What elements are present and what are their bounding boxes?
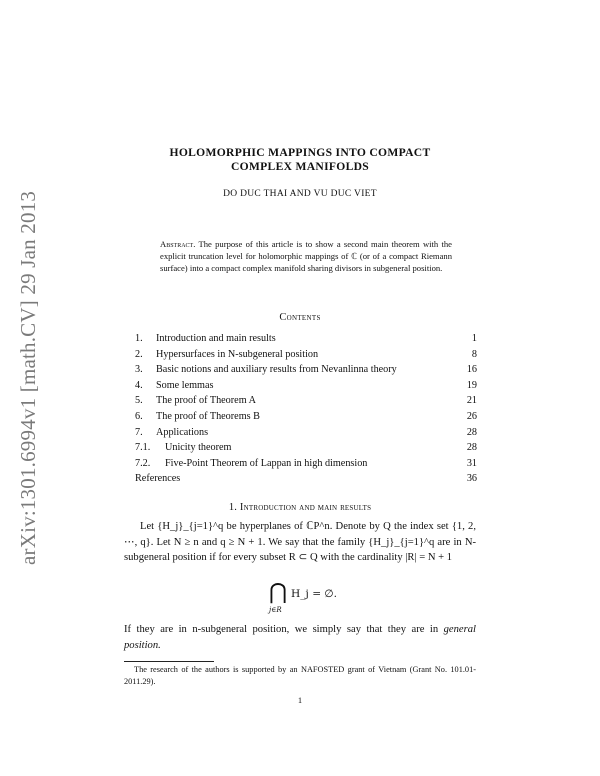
toc-entry-title: Five-Point Theorem of Lappan in high dimension (165, 457, 368, 469)
toc-entry-references[interactable] (135, 471, 477, 487)
paper-authors: DO DUC THAI AND VU DUC VIET (223, 189, 377, 199)
page-number: 1 (297, 695, 303, 705)
intersection-expression: H_j = ∅. (291, 588, 338, 600)
toc-entry-title: Introduction and main results (156, 333, 276, 344)
toc-entry-number: 6. (135, 410, 143, 422)
toc-entry-title: The proof of Theorems B (156, 410, 260, 422)
toc-entry-page: 19 (466, 379, 477, 391)
general-position-term: general position. (124, 624, 476, 651)
toc-entry-4[interactable] (135, 378, 477, 394)
abstract (160, 238, 452, 275)
toc-entry-3[interactable] (135, 362, 477, 378)
paragraph-hyperplanes-definition: Let {H_j}_{j=1}^q be hyperplanes of ℂP^n. Denote by Q the index set {1, 2, ⋯, q}. Let N ≥ n and q ≥ N + 1. We say that the family {H_j}_{j=1}^q are in N-subgeneral position if for every subset R ⊂ Q with the cardinality |R| = N + 1 (124, 521, 476, 564)
toc-entry-number: 7. (135, 426, 143, 438)
toc-entry-page: 1 (471, 333, 477, 344)
funding-footnote: The research of the authors is supported by an NAFOSTED grant of Vietnam (Grant No. 101.01-2011.29). (124, 665, 476, 686)
toc-entry-page: 16 (466, 364, 477, 376)
toc-entry-2[interactable] (135, 347, 477, 363)
footnote-rule (124, 661, 214, 662)
title-line-2: COMPLEX MANIFOLDS (230, 160, 370, 173)
paper-title (130, 146, 470, 174)
toc-entry-page: 26 (466, 410, 477, 422)
title-line-1: HOLOMORPHIC MAPPINGS INTO COMPACT (169, 146, 431, 159)
intersection-subscript: j∈R (269, 606, 282, 614)
table-of-contents (135, 331, 477, 487)
toc-entry-page: 28 (466, 426, 477, 438)
toc-entry-page: 31 (466, 457, 477, 469)
contents-heading: Contents (279, 312, 321, 323)
toc-entry-title: The proof of Theorem A (156, 395, 256, 407)
toc-entry-number: 3. (135, 364, 143, 376)
toc-entry-page: 8 (471, 348, 477, 360)
toc-entry-page: 21 (466, 395, 477, 407)
big-intersection-symbol: ⋂ (269, 580, 288, 605)
toc-entry-page: 36 (466, 473, 477, 485)
intersection-formula (200, 582, 400, 618)
section-1-heading: 1. Introduction and main results (228, 502, 372, 513)
toc-entry-number: 7.1. (135, 442, 151, 454)
arxiv-identifier-stamp: arXiv:1301.6994v1 [math.CV] 29 Jan 2013 (16, 190, 40, 565)
abstract-label: Abstract. (160, 239, 196, 249)
toc-entry-title: Applications (156, 426, 209, 438)
toc-entry-6[interactable] (135, 409, 477, 425)
toc-entry-page: 28 (466, 442, 477, 454)
toc-entry-number: 1. (135, 333, 143, 344)
toc-entry-title: References (135, 473, 181, 485)
toc-entry-1[interactable] (135, 331, 477, 347)
paragraph-general-position (124, 622, 476, 653)
abstract-text: The purpose of this article is to show a second main theorem with the explicit truncation level for holomorphic mappings of ℂ (or of a compact Riemann surface) into a compact complex manifold sharing divisors in subgeneral position. (160, 239, 452, 274)
toc-entry-5[interactable] (135, 393, 477, 409)
toc-entry-7-1[interactable] (135, 440, 477, 456)
toc-entry-number: 4. (135, 379, 143, 391)
toc-entry-title: Hypersurfaces in N-subgeneral position (156, 348, 319, 360)
toc-entry-number: 5. (135, 395, 143, 407)
toc-entry-7[interactable] (135, 425, 477, 441)
toc-entry-number: 7.2. (135, 457, 151, 469)
toc-entry-number: 2. (135, 348, 143, 360)
toc-entry-title: Some lemmas (156, 379, 214, 391)
toc-entry-7-2[interactable] (135, 456, 477, 472)
toc-entry-title: Unicity theorem (165, 442, 232, 454)
paragraph-general-position-text: If they are in n-subgeneral position, we simply say that they are in (124, 624, 439, 635)
toc-entry-title: Basic notions and auxiliary results from Nevanlinna theory (156, 364, 397, 376)
